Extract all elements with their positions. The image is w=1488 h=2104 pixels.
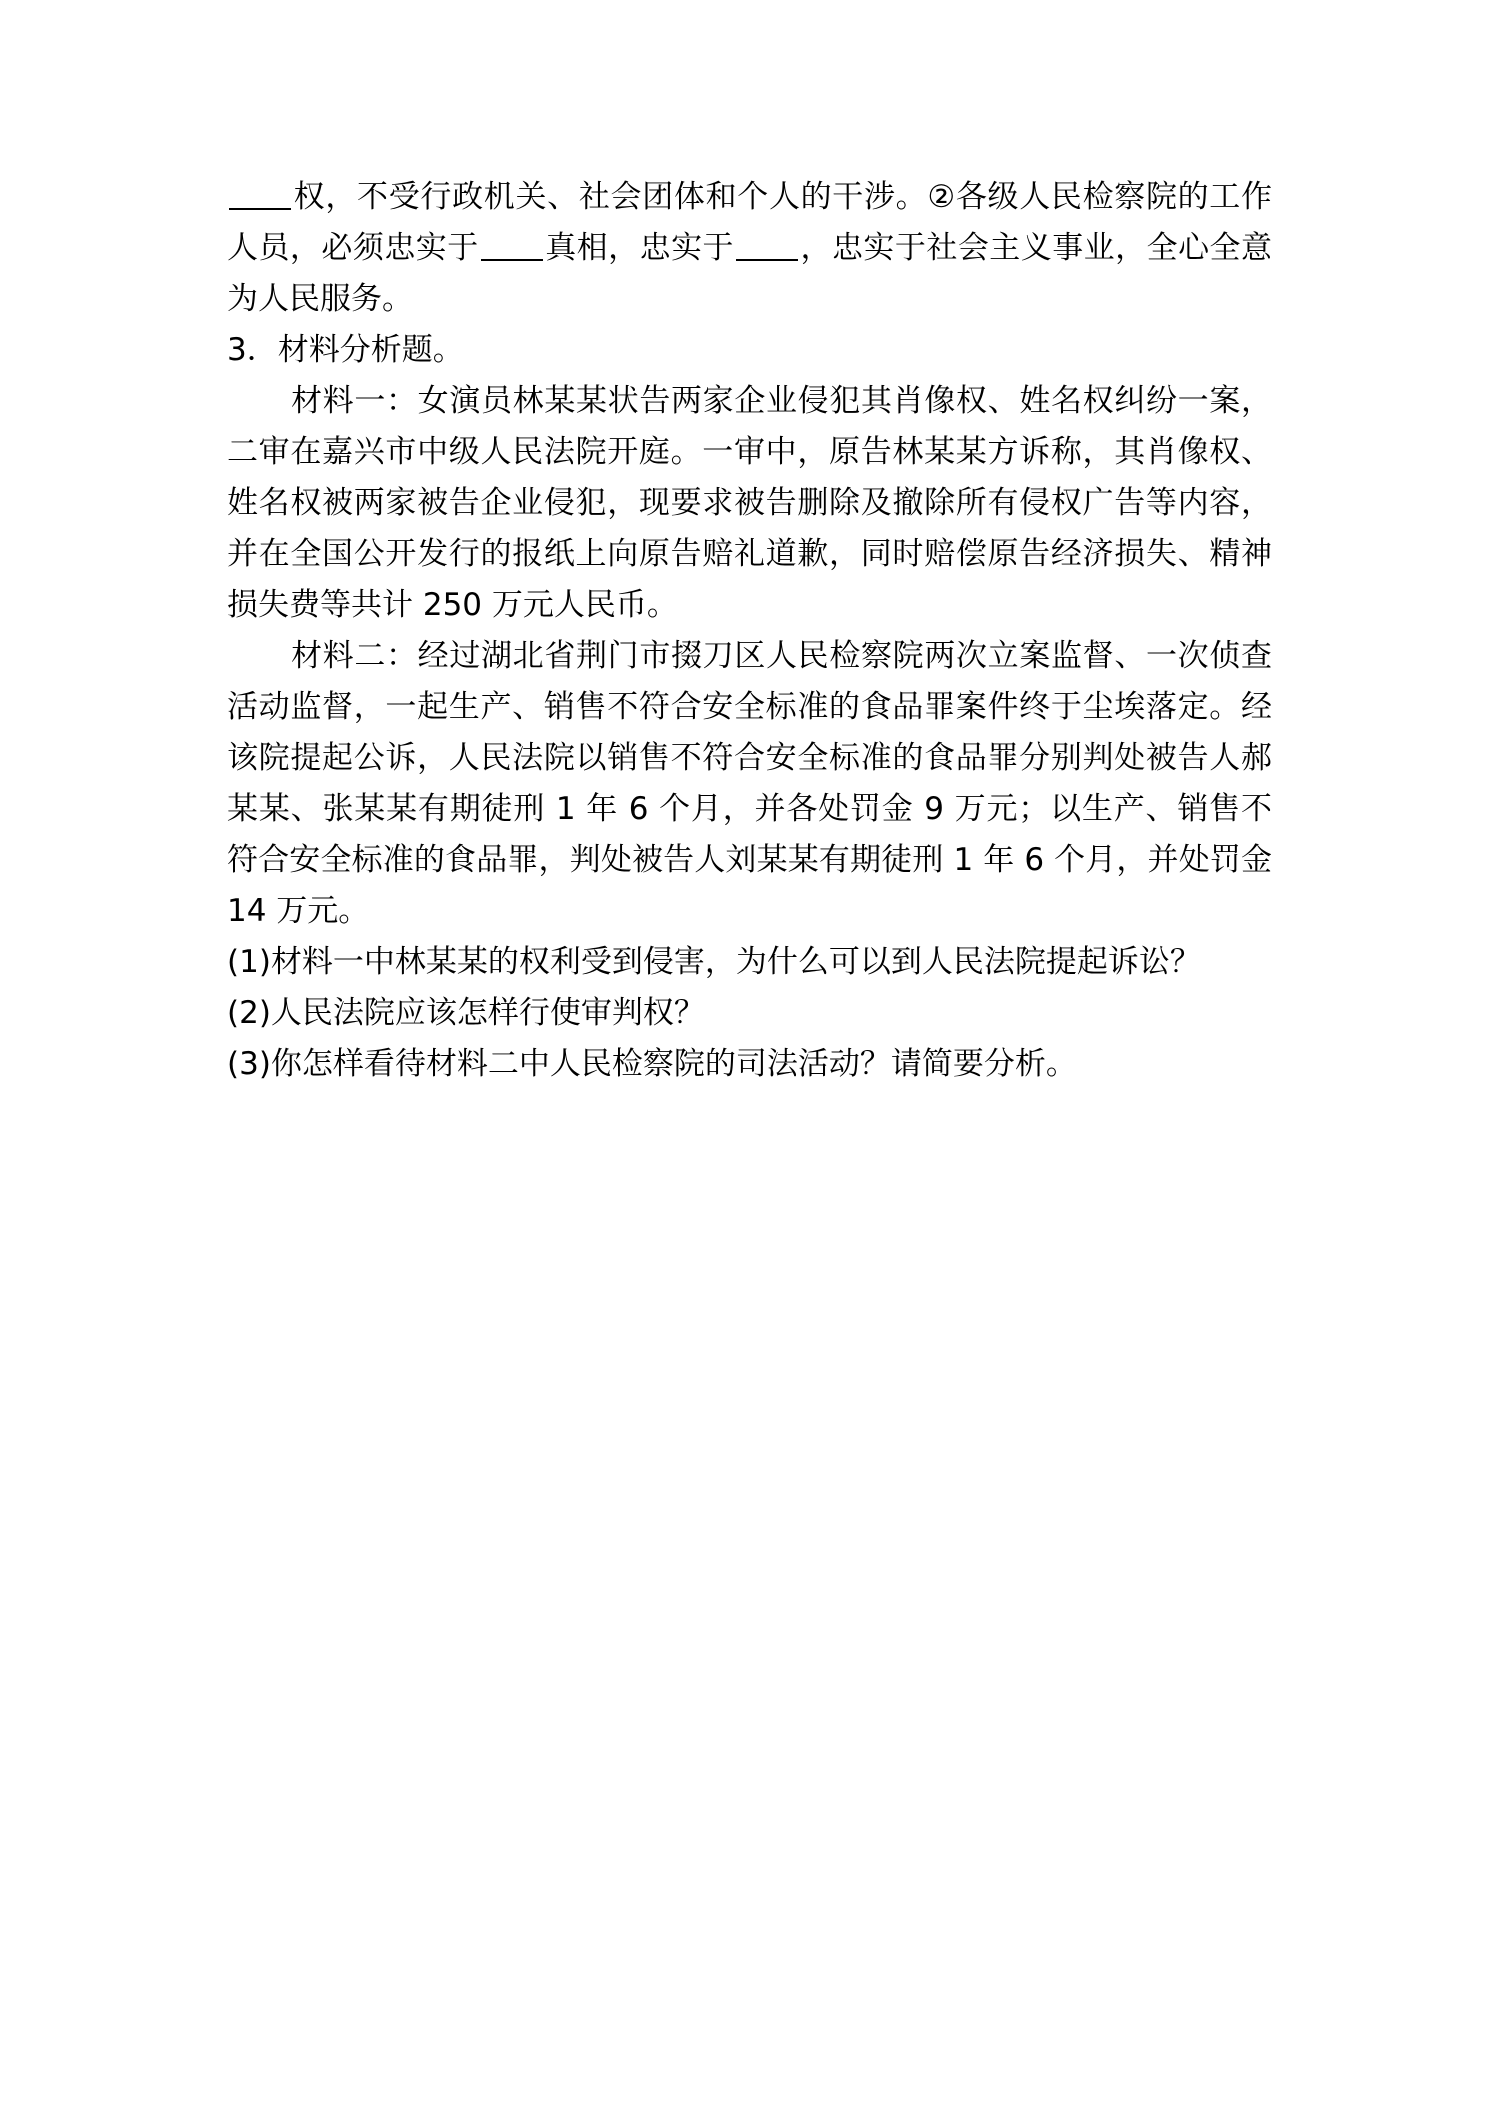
document-body <box>227 172 1272 1090</box>
answer-blank-1 <box>229 178 291 210</box>
question-3-heading: 3．材料分析题。 <box>227 332 464 368</box>
answer-blank-3 <box>736 229 798 261</box>
material-1-paragraph: 材料一：女演员林某某状告两家企业侵犯其肖像权、姓名权纠纷一案，二审在嘉兴市中级人民法院开庭。一审中，原告林某某方诉称，其肖像权、姓名权被两家被告企业侵犯，现要求被告删除及撤除所有侵权广告等内容，并在全国公开发行的报纸上向原告赔礼道歉，同时赔偿原告经济损失、精神损失费等共计 250 万元人民币。 <box>227 383 1272 623</box>
fill-blank-paragraph <box>227 172 1272 325</box>
fill-blank-text-1: 权，不受行政机关、社会团体和个人的干涉。②各级人民检察院的工作人员，必须忠实于 <box>227 179 1272 266</box>
sub-question-3: (3)你怎样看待材料二中人民检察院的司法活动？请简要分析。 <box>227 1046 1077 1082</box>
material-2-paragraph: 材料二：经过湖北省荆门市掇刀区人民检察院两次立案监督、一次侦查活动监督，一起生产、销售不符合安全标准的食品罪案件终于尘埃落定。经该院提起公诉，人民法院以销售不符合安全标准的食品罪分别判处被告人郝某某、张某某有期徒刑 1 年 6 个月，并各处罚金 9 万元；以生产、销售不符合安全标准的食品罪，判处被告人刘某某有期徒刑 1 年 6 个月，并处罚金 14 万元。 <box>227 638 1272 929</box>
fill-blank-text-3: ，忠实于社会主义事业，全心全意为人民服务。 <box>227 230 1273 317</box>
fill-blank-text-2: 真相，忠实于 <box>544 230 735 266</box>
sub-question-2: (2)人民法院应该怎样行使审判权？ <box>227 995 705 1031</box>
answer-blank-2 <box>481 229 543 261</box>
sub-question-1: (1)材料一中林某某的权利受到侵害，为什么可以到人民法院提起诉讼？ <box>227 944 1201 980</box>
